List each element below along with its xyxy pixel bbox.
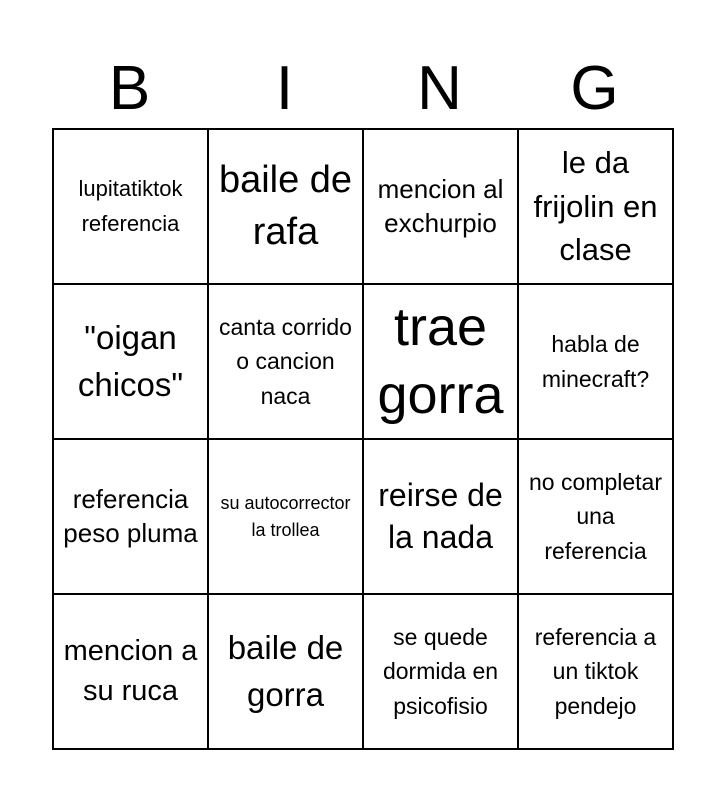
bingo-cell[interactable]: [208, 284, 363, 439]
bingo-cell[interactable]: [518, 594, 673, 749]
cell-text: reirse de la nada: [378, 476, 503, 555]
bingo-cell[interactable]: [53, 594, 208, 749]
cell-text: "oigan chicos": [77, 319, 184, 403]
bingo-cell[interactable]: [518, 129, 673, 284]
bingo-cell[interactable]: [363, 284, 518, 439]
grid-row: [53, 284, 673, 439]
bingo-header: [52, 52, 672, 126]
cell-text: habla de minecraft?: [541, 331, 650, 392]
bingo-cell[interactable]: [518, 439, 673, 594]
grid-row: [53, 594, 673, 749]
cell-text: mencion al exchurpio: [377, 173, 504, 238]
bingo-cell[interactable]: [363, 594, 518, 749]
cell-text: su autocorrector la trollea: [220, 493, 351, 540]
header-letter-i: I: [275, 54, 294, 123]
grid-row: [53, 129, 673, 284]
bingo-cell[interactable]: [363, 129, 518, 284]
header-letter-g: G: [570, 54, 619, 123]
bingo-cell[interactable]: [208, 439, 363, 594]
cell-text: canta corrido o cancion naca: [219, 313, 352, 409]
bingo-cell[interactable]: [518, 284, 673, 439]
bingo-grid: [52, 128, 674, 750]
bingo-cell[interactable]: [363, 439, 518, 594]
cell-text: le da frijolin en clase: [533, 145, 658, 268]
cell-text: referencia peso pluma: [63, 483, 198, 548]
cell-text: mencion a su ruca: [63, 635, 198, 707]
bingo-cell[interactable]: [53, 284, 208, 439]
cell-text: baile de gorra: [227, 629, 344, 713]
cell-text: referencia a un tiktok pendejo: [534, 623, 657, 719]
header-letter-b: B: [108, 54, 151, 123]
header-letter-n: N: [417, 54, 462, 123]
bingo-cell[interactable]: [208, 129, 363, 284]
cell-text: lupitatiktok referencia: [78, 176, 183, 236]
cell-text: baile de rafa: [218, 159, 353, 253]
cell-text: trae gorra: [377, 297, 504, 425]
bingo-cell[interactable]: [53, 129, 208, 284]
grid-row: [53, 439, 673, 594]
cell-text: no completar una referencia: [529, 468, 662, 564]
bingo-cell[interactable]: [208, 594, 363, 749]
cell-text: se quede dormida en psicofisio: [382, 623, 499, 719]
bingo-cell[interactable]: [53, 439, 208, 594]
